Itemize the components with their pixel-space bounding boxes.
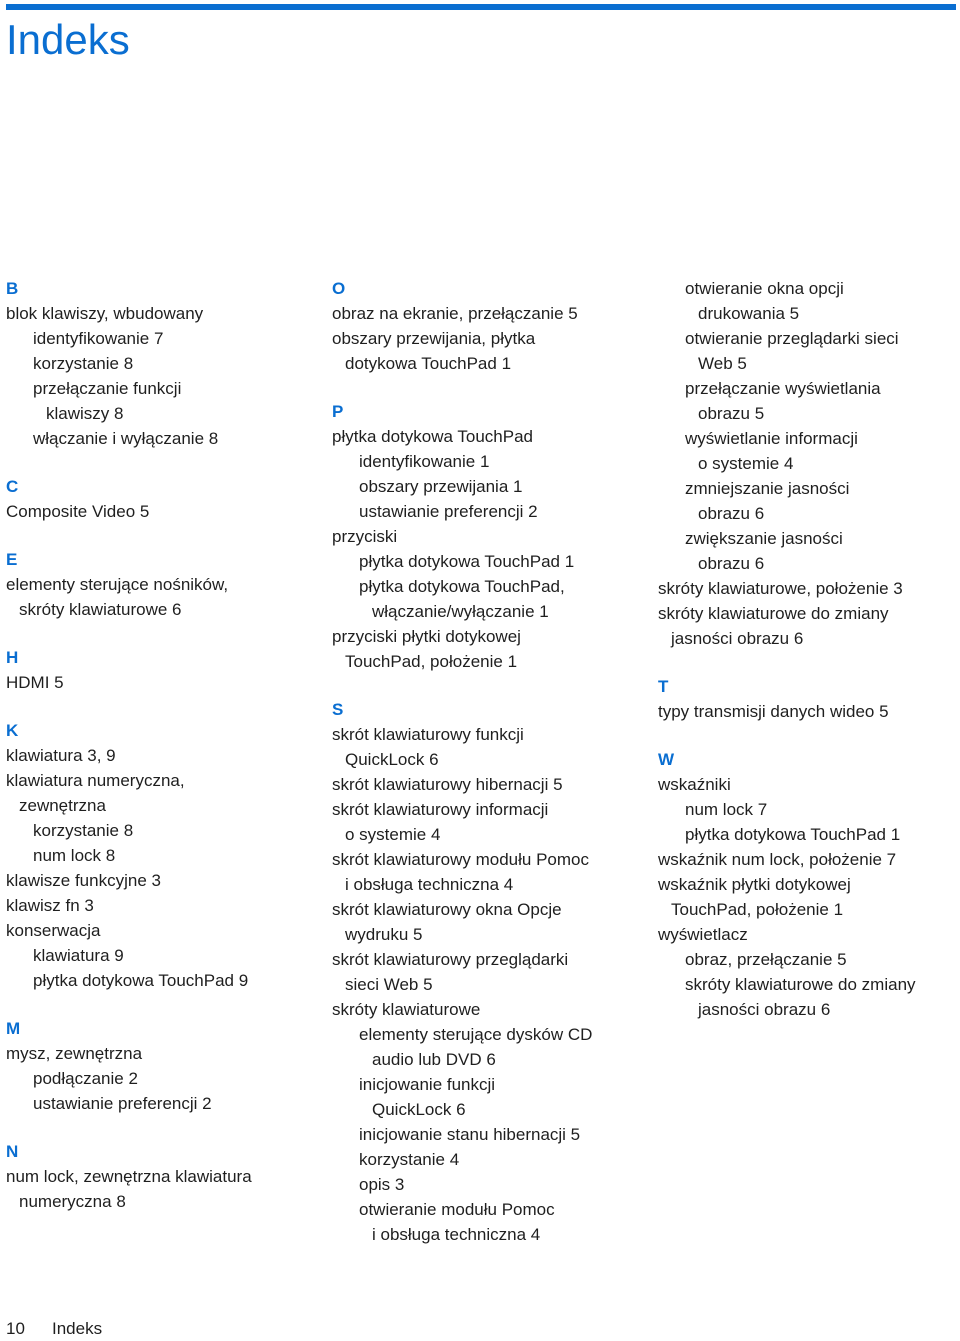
index-entry: inicjowanie stanu hibernacji 5: [359, 1125, 581, 1144]
header-rule: [6, 4, 956, 10]
index-entry: Web 5: [698, 354, 747, 373]
index-section: [658, 747, 958, 1022]
section-letter: O: [332, 279, 346, 298]
index-section: [6, 1139, 316, 1214]
index-section: [6, 276, 316, 451]
index-entry: wyświetlacz: [658, 925, 748, 944]
section-letter: H: [6, 648, 19, 667]
index-entry: zwiększanie jasności: [685, 529, 843, 548]
index-entry: obraz, przełączanie 5: [685, 950, 847, 969]
index-entry: obrazu 6: [698, 554, 765, 573]
index-section: [332, 697, 642, 1247]
index-entry: HDMI 5: [6, 673, 64, 692]
index-entry: QuickLock 6: [345, 750, 439, 769]
index-entry: skróty klawiaturowe 6: [19, 600, 182, 619]
index-entry: klawisze funkcyjne 3: [6, 871, 161, 890]
index-column-3: [658, 276, 958, 1022]
index-entry: o systemie 4: [698, 454, 794, 473]
index-entry: wyświetlanie informacji: [685, 429, 858, 448]
index-entry: skróty klawiaturowe: [332, 1000, 481, 1019]
index-entry: klawiatura 3, 9: [6, 746, 116, 765]
index-entry: dotykowa TouchPad 1: [345, 354, 512, 373]
index-entry: drukowania 5: [698, 304, 800, 323]
index-column-2: [332, 276, 642, 1247]
index-entry: jasności obrazu 6: [698, 1000, 831, 1019]
index-entry: obszary przewijania 1: [359, 477, 523, 496]
index-entry: Composite Video 5: [6, 502, 150, 521]
index-entry: mysz, zewnętrzna: [6, 1044, 143, 1063]
index-entry: obszary przewijania, płytka: [332, 329, 536, 348]
index-entry: opis 3: [359, 1175, 405, 1194]
section-letter: N: [6, 1142, 19, 1161]
index-entry: blok klawiszy, wbudowany: [6, 304, 204, 323]
index-entry: o systemie 4: [345, 825, 441, 844]
index-section: [332, 276, 642, 376]
index-entry: przyciski: [332, 527, 398, 546]
index-section: [6, 718, 316, 993]
index-entry: korzystanie 8: [33, 354, 134, 373]
index-entry: ustawianie preferencji 2: [33, 1094, 212, 1113]
index-entry: zmniejszanie jasności: [685, 479, 850, 498]
index-entry: typy transmisji danych wideo 5: [658, 702, 889, 721]
index-entry: wskaźniki: [658, 775, 731, 794]
index-entry: obrazu 6: [698, 504, 765, 523]
index-entry: płytka dotykowa TouchPad 9: [33, 971, 249, 990]
section-letter: S: [332, 700, 344, 719]
section-letter: W: [658, 750, 675, 769]
index-entry: audio lub DVD 6: [372, 1050, 496, 1069]
index-entry: num lock 8: [33, 846, 116, 865]
index-section: [332, 399, 642, 674]
index-entry: jasności obrazu 6: [671, 629, 804, 648]
index-section: [6, 1016, 316, 1116]
index-entry: QuickLock 6: [372, 1100, 466, 1119]
index-entry: sieci Web 5: [345, 975, 433, 994]
index-entry: wskaźnik num lock, położenie 7: [658, 850, 897, 869]
section-letter: T: [658, 677, 669, 696]
section-letter: E: [6, 550, 18, 569]
section-letter: K: [6, 721, 19, 740]
index-entry: skrót klawiaturowy informacji: [332, 800, 549, 819]
index-entry: wskaźnik płytki dotykowej: [658, 875, 851, 894]
section-letter: C: [6, 477, 19, 496]
index-entry: numeryczna 8: [19, 1192, 126, 1211]
footer-page-number: 10: [6, 1319, 25, 1338]
index-entry: klawiszy 8: [46, 404, 124, 423]
index-entry: włączanie/wyłączanie 1: [372, 602, 549, 621]
index-entry: identyfikowanie 7: [33, 329, 164, 348]
page-footer: [6, 1316, 102, 1341]
index-entry: przełączanie funkcji: [33, 379, 182, 398]
index-entry: otwieranie okna opcji: [685, 279, 844, 298]
index-entry: płytka dotykowa TouchPad 1: [359, 552, 575, 571]
index-entry: i obsługa techniczna 4: [345, 875, 514, 894]
index-entry: klawisz fn 3: [6, 896, 94, 915]
index-entry: wydruku 5: [345, 925, 423, 944]
index-section: [6, 645, 316, 695]
index-entry: skrót klawiaturowy okna Opcje: [332, 900, 562, 919]
index-entry: płytka dotykowa TouchPad,: [359, 577, 565, 596]
index-entry: konserwacja: [6, 921, 101, 940]
index-entry: num lock 7: [685, 800, 768, 819]
index-section: [6, 547, 316, 622]
index-entry: płytka dotykowa TouchPad: [332, 427, 533, 446]
section-letter: B: [6, 279, 19, 298]
index-entry: otwieranie modułu Pomoc: [359, 1200, 555, 1219]
index-entry: zewnętrzna: [19, 796, 106, 815]
index-entry: skrót klawiaturowy modułu Pomoc: [332, 850, 589, 869]
index-entry: skrót klawiaturowy hibernacji 5: [332, 775, 563, 794]
index-entry: otwieranie przeglądarki sieci: [685, 329, 899, 348]
index-entry: TouchPad, położenie 1: [671, 900, 844, 919]
index-entry: num lock, zewnętrzna klawiatura: [6, 1167, 252, 1186]
index-entry: elementy sterujące dysków CD: [359, 1025, 593, 1044]
index-entry: identyfikowanie 1: [359, 452, 490, 471]
index-entry: korzystanie 8: [33, 821, 134, 840]
index-entry: inicjowanie funkcji: [359, 1075, 496, 1094]
index-entry: płytka dotykowa TouchPad 1: [685, 825, 901, 844]
footer-label: Indeks: [52, 1319, 103, 1338]
index-column-1: [6, 276, 316, 1214]
index-entry: skróty klawiaturowe, położenie 3: [658, 579, 903, 598]
index-section: [658, 674, 958, 724]
index-section: [6, 474, 316, 524]
section-letter: M: [6, 1019, 21, 1038]
index-section: [658, 276, 958, 651]
index-entry: klawiatura numeryczna,: [6, 771, 185, 790]
index-entry: skróty klawiaturowe do zmiany: [658, 604, 889, 623]
index-entry: przełączanie wyświetlania: [685, 379, 881, 398]
index-entry: klawiatura 9: [33, 946, 124, 965]
index-entry: ustawianie preferencji 2: [359, 502, 538, 521]
index-entry: elementy sterujące nośników,: [6, 575, 229, 594]
index-entry: przyciski płytki dotykowej: [332, 627, 521, 646]
index-entry: skrót klawiaturowy funkcji: [332, 725, 524, 744]
section-letter: P: [332, 402, 344, 421]
index-entry: obrazu 5: [698, 404, 765, 423]
index-entry: podłączanie 2: [33, 1069, 138, 1088]
index-entry: skrót klawiaturowy przeglądarki: [332, 950, 569, 969]
index-entry: włączanie i wyłączanie 8: [33, 429, 219, 448]
index-entry: korzystanie 4: [359, 1150, 460, 1169]
index-entry: obraz na ekranie, przełączanie 5: [332, 304, 578, 323]
index-entry: TouchPad, położenie 1: [345, 652, 518, 671]
index-entry: i obsługa techniczna 4: [372, 1225, 541, 1244]
index-entry: skróty klawiaturowe do zmiany: [685, 975, 916, 994]
page-title: Indeks: [6, 16, 130, 63]
